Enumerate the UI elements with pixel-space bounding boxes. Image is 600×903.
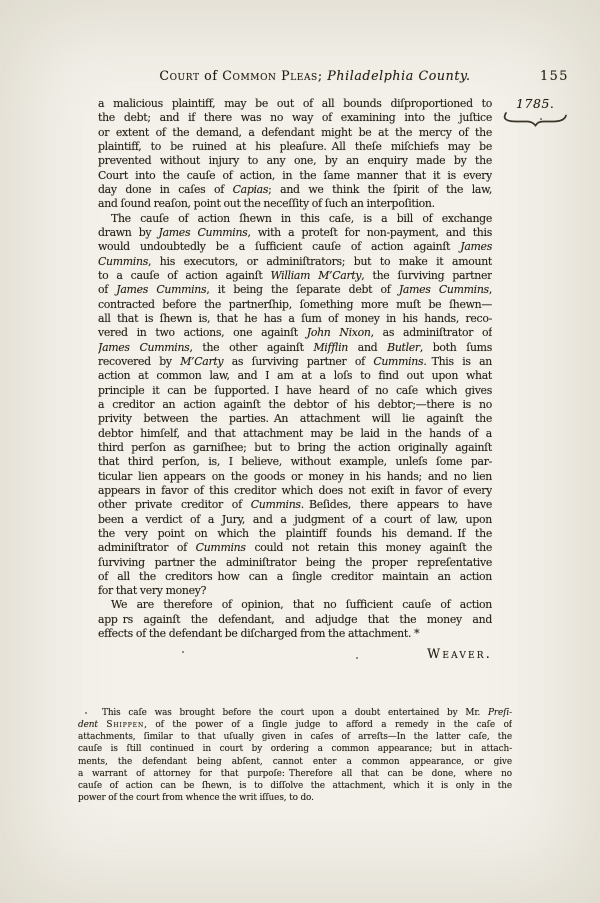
header-title (159, 68, 470, 83)
ink-speck (356, 657, 358, 659)
text-line (98, 556, 492, 570)
text-run: the very point on which the plaintiff founds his demand. If the (98, 526, 492, 540)
text-line (98, 154, 492, 168)
text-line (98, 627, 492, 641)
text-line (78, 792, 512, 804)
text-run: Capias (232, 182, 269, 196)
text-run: and ſound reaſon, point out the neceſſity of ſuch an interpoſition. (98, 197, 435, 211)
text-line (98, 326, 492, 340)
text-run: third perſon as garniſhee; but to bring the action originally againſt (98, 440, 492, 454)
text-line (98, 283, 492, 297)
text-run: Preſi- (488, 708, 512, 718)
footnote (78, 707, 512, 804)
year-brace-icon (502, 110, 568, 132)
text-line (98, 584, 492, 598)
text-line (98, 140, 492, 154)
text-run: We are therefore of opinion, that no ſufficient cauſe of action (111, 598, 492, 612)
text-line (98, 197, 492, 211)
text-run: , the other againſt (189, 340, 314, 354)
text-line (98, 255, 492, 269)
text-run: James Cummins (116, 283, 207, 297)
text-run: ſurviving partner the adminiſtrator being the proper repreſentative (98, 555, 492, 569)
page-number: 155 (540, 69, 569, 84)
text-run: of (199, 68, 223, 83)
text-line (98, 341, 492, 355)
text-line (98, 484, 492, 498)
text-run: Cummins (98, 254, 148, 268)
text-run: Mifflin (313, 340, 349, 354)
text-line (98, 169, 492, 183)
text-line (98, 384, 492, 398)
text-run: Cummins (373, 354, 424, 368)
text-line (98, 441, 492, 455)
text-run: John Nixon (306, 326, 371, 340)
text-run: a malicious plaintiff, may be out of all bounds diſproportioned to (98, 97, 492, 110)
text-run: or extent of the demand, a defendant might be at the mercy of the (98, 125, 492, 139)
text-run: Common Pleas (222, 68, 318, 83)
text-run: power of the court from whence the writ iſſues, to do. (78, 792, 314, 803)
text-run: action at common law, and I am at a loſs to find out upon what (98, 369, 492, 383)
text-run: attachments, ſimilar to that uſually given in caſes of arreſts—In the latter caſe, the (78, 732, 512, 743)
text-line (98, 183, 492, 197)
text-line (98, 470, 492, 484)
signature-name: Weaver. (427, 646, 492, 661)
text-run: cauſe is ſtill continued in court by ordering a common appearance; but in attach- (78, 744, 512, 755)
text-run: effects of the defendant be diſcharged from the attachment. * (98, 627, 420, 641)
text-run: Cummins (195, 541, 246, 555)
text-run: . This is an (423, 354, 492, 368)
text-run: to a cauſe of action againſt (98, 268, 271, 282)
text-run: This caſe was brought before the court upon a doubt entertained by Mr. (102, 708, 488, 718)
text-run: a warrant of attorney for that purpoſe: Therefore all that can be done, where no (78, 768, 512, 779)
text-run: day done in caſes of (98, 182, 233, 196)
margin-year-note: 1785. (516, 96, 555, 111)
text-run: Cummins (250, 498, 301, 512)
text-run: would undoubtedly be a ſufficient cauſe of action againſt (98, 240, 461, 254)
text-run: James (460, 240, 492, 254)
text-line (98, 369, 492, 383)
text-run: , with a proteſt for non-payment, and this (247, 225, 492, 239)
ink-speck (182, 651, 184, 653)
text-line (98, 427, 492, 441)
text-line (78, 743, 512, 755)
text-line (98, 298, 492, 312)
text-run: adminiſtrator of (98, 541, 196, 555)
text-run: that third perſon, is, I believe, without example, unleſs ſome par- (98, 455, 492, 469)
text-run: principle it can be ſupported. I have heard of no caſe which gives (98, 383, 492, 397)
text-run: a creditor an action againſt the debtor of his debtor;—there is no (98, 397, 492, 411)
text-line (98, 226, 492, 240)
text-line (78, 719, 512, 731)
text-run: recovered by (98, 354, 181, 368)
text-line (98, 513, 492, 527)
text-run: William M’Carty (270, 268, 362, 282)
text-run: dent (78, 720, 98, 731)
text-run: The cauſe of action ſhewn in this caſe, is a bill of exchange (111, 211, 492, 225)
text-line (98, 97, 492, 111)
ink-speck (85, 712, 87, 714)
text-run: appears in favor of this creditor which does not exiſt in favor of every (98, 483, 492, 497)
text-run: James Cummins (158, 225, 248, 239)
text-run: other private creditor of (98, 498, 251, 512)
text-run: cauſe of action can be ſhewn, is to diſſolve the attachment, which it is only in the (78, 780, 512, 791)
text-run: of all the creditors how can a ſingle creditor maintain an action (98, 569, 492, 583)
text-run: ; and we think the ſpirit of the law, (268, 182, 492, 196)
text-run: the debt; and if there was no way of examining into the juſtice (98, 111, 492, 125)
text-line (98, 398, 492, 412)
text-run: James Cummins (398, 283, 489, 297)
text-line (78, 731, 512, 743)
text-line (98, 613, 492, 627)
text-run: , of the power of a ſingle judge to afford a remedy in the caſe of (144, 720, 512, 731)
text-line (78, 780, 512, 792)
text-run: Philadelphia County. (327, 68, 471, 83)
text-run: could not retain this money againſt the (245, 541, 492, 555)
text-run: ; (317, 68, 328, 83)
text-run: ments, the defendant being abſent, cannot enter a common appearance, or give (78, 756, 512, 767)
text-line (98, 527, 492, 541)
ink-speck (540, 118, 542, 120)
text-line (78, 768, 512, 780)
text-run: , both ſums (419, 340, 492, 354)
text-run: . Beſides, there appears to have (300, 498, 492, 512)
text-run: for that very money? (98, 584, 207, 598)
text-line (98, 212, 492, 226)
text-run: , the ſurviving partner (361, 268, 492, 282)
text-run: Shippen (106, 720, 145, 731)
text-run: of (98, 283, 117, 297)
body-text (98, 97, 492, 641)
text-run: contracted before the partnerſhip, ſomething more muſt be ſhewn— (98, 297, 492, 311)
text-run: privity between the parties. An attachment will lie againſt the (98, 412, 492, 426)
text-line (78, 756, 512, 768)
text-line (98, 455, 492, 469)
judge-signature (98, 646, 492, 661)
text-run: , as adminiſtrator of (370, 326, 492, 340)
text-line (78, 707, 512, 719)
text-line (98, 312, 492, 326)
text-line (98, 111, 492, 125)
text-line (98, 412, 492, 426)
text-run: debtor himſelf, and that attachment may be laid in the hands of a (98, 426, 492, 440)
text-run: drawn by (98, 225, 159, 239)
text-run: prevented without injury to any one, by an enquiry made by the (98, 154, 492, 168)
text-run: M’Carty (180, 354, 224, 368)
text-line (98, 498, 492, 512)
text-run: Court (159, 68, 200, 83)
text-run: plaintiff, to be ruined at his pleaſure. All theſe miſchiefs may be (98, 139, 492, 153)
text-run: vered in two actions, one againſt (98, 326, 307, 340)
text-run: Butler (387, 340, 420, 354)
text-run: been a verdict of a Jury, and a judgment of a court of law, upon (98, 512, 492, 526)
text-run: , it being the ſeparate debt of (206, 283, 399, 297)
text-line (98, 269, 492, 283)
text-line (98, 240, 492, 254)
text-run: Court into the cauſe of action, in the ſame manner that it is every (98, 168, 492, 182)
text-run: all that is ſhewn is, that he has a ſum of money in his hands, reco- (98, 311, 492, 325)
running-header (118, 68, 512, 83)
text-run: app rs againſt the defendant, and adjudge that the money and (98, 612, 492, 626)
text-run: , (488, 283, 492, 297)
text-run: ticular lien appears on the goods or money in his hands; and no lien (98, 469, 492, 483)
text-line (98, 355, 492, 369)
text-run: and (348, 340, 388, 354)
text-run: , his executors, or adminiſtrators; but to make it amount (148, 254, 492, 268)
text-run: as ſurviving partner of (223, 354, 374, 368)
text-line (98, 126, 492, 140)
text-line (98, 598, 492, 612)
text-run: James Cummins (98, 340, 190, 354)
text-line (98, 570, 492, 584)
text-line (98, 541, 492, 555)
